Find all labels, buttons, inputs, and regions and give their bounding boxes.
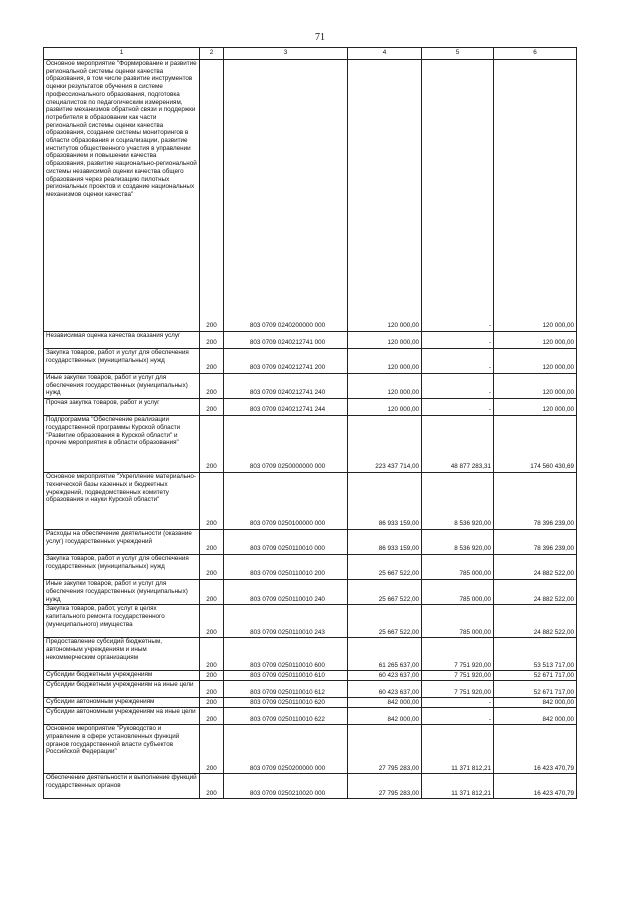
row-value-col4: 86 933 159,00 bbox=[348, 473, 422, 530]
row-value-col5: - bbox=[422, 399, 494, 416]
table-row bbox=[44, 681, 577, 698]
table-row bbox=[44, 332, 577, 349]
row-code: 200 bbox=[200, 725, 224, 774]
row-kbk: 803 0709 0240212741 000 bbox=[224, 332, 348, 349]
row-kbk: 803 0709 0250110010 620 bbox=[224, 698, 348, 708]
row-name: Независимая оценка качества оказания услуг bbox=[44, 332, 200, 349]
row-code: 200 bbox=[200, 399, 224, 416]
row-value-col4: 120 000,00 bbox=[348, 332, 422, 349]
row-value-col4: 223 437 714,00 bbox=[348, 416, 422, 473]
row-value-col6: 120 000,00 bbox=[494, 60, 577, 332]
row-value-col6: 24 882 522,00 bbox=[494, 605, 577, 638]
row-name: Закупка товаров, работ и услуг для обеспечения государственных (муниципальных) нужд bbox=[44, 349, 200, 374]
row-value-col5: 8 536 920,00 bbox=[422, 473, 494, 530]
row-value-col6: 24 882 522,00 bbox=[494, 580, 577, 605]
row-value-col5: 48 877 283,31 bbox=[422, 416, 494, 473]
header-col-2: 2 bbox=[200, 48, 224, 60]
row-value-col4: 842 000,00 bbox=[348, 708, 422, 725]
row-kbk: 803 0709 0240212741 240 bbox=[224, 374, 348, 399]
row-value-col5: - bbox=[422, 708, 494, 725]
row-name: Закупка товаров, работ и услуг для обеспечения государственных (муниципальных) нужд bbox=[44, 555, 200, 580]
row-name: Основное мероприятие "Формирование и развитие региональной системы оценки качества образования, в том числе развитие инструментов оценки результатов обучения в системе профессионального образования, подготовка специалистов по педагогическим измерениям, развитие механизмов обратной связи и поддержки потребителя в образовании как части региональной системы оценки качества образования, создание системы мониторингов в области образования и социализации, развитие институтов общественного участия в управлении образованием и повышении качества образования, развитие национально-региональной системы независимой оценки качества общего образования через реализацию пилотных региональных проектов и создание национальных механизмов оценки качества" bbox=[44, 60, 200, 332]
row-kbk: 803 0709 0250110010 622 bbox=[224, 708, 348, 725]
row-code: 200 bbox=[200, 681, 224, 698]
table-row bbox=[44, 708, 577, 725]
table-row bbox=[44, 416, 577, 473]
row-value-col6: 120 000,00 bbox=[494, 399, 577, 416]
row-value-col6: 16 423 470,79 bbox=[494, 774, 577, 799]
row-kbk: 803 0709 0250110010 240 bbox=[224, 580, 348, 605]
row-code: 200 bbox=[200, 708, 224, 725]
row-name: Субсидии автономным учреждениям на иные цели bbox=[44, 708, 200, 725]
table-row bbox=[44, 698, 577, 708]
row-code: 200 bbox=[200, 638, 224, 671]
header-row bbox=[44, 48, 577, 60]
header-col-5: 5 bbox=[422, 48, 494, 60]
row-value-col5: 785 000,00 bbox=[422, 555, 494, 580]
row-kbk: 803 0709 0250110010 200 bbox=[224, 555, 348, 580]
header-col-6: 6 bbox=[494, 48, 577, 60]
row-name: Закупка товаров, работ, услуг в целях капитального ремонта государственного (муниципального) имущества bbox=[44, 605, 200, 638]
row-code: 200 bbox=[200, 473, 224, 530]
table-row bbox=[44, 774, 577, 799]
row-value-col4: 27 795 283,00 bbox=[348, 725, 422, 774]
row-name: Субсидии бюджетным учреждениям на иные цели bbox=[44, 681, 200, 698]
row-value-col6: 842 000,00 bbox=[494, 708, 577, 725]
row-kbk: 803 0709 0250100000 000 bbox=[224, 473, 348, 530]
row-name: Субсидии автономным учреждениям bbox=[44, 698, 200, 708]
row-code: 200 bbox=[200, 332, 224, 349]
row-value-col5: - bbox=[422, 374, 494, 399]
row-name: Прочая закупка товаров, работ и услуг bbox=[44, 399, 200, 416]
row-value-col5: - bbox=[422, 332, 494, 349]
row-value-col6: 52 671 717,00 bbox=[494, 671, 577, 681]
row-value-col6: 53 513 717,00 bbox=[494, 638, 577, 671]
row-value-col4: 120 000,00 bbox=[348, 349, 422, 374]
row-code: 200 bbox=[200, 349, 224, 374]
row-value-col4: 842 000,00 bbox=[348, 698, 422, 708]
header-col-4: 4 bbox=[348, 48, 422, 60]
row-value-col6: 120 000,00 bbox=[494, 349, 577, 374]
row-value-col4: 25 667 522,00 bbox=[348, 555, 422, 580]
row-value-col6: 120 000,00 bbox=[494, 332, 577, 349]
row-code: 200 bbox=[200, 698, 224, 708]
row-value-col5: 8 536 920,00 bbox=[422, 530, 494, 555]
row-value-col6: 78 396 239,00 bbox=[494, 530, 577, 555]
table-row bbox=[44, 60, 577, 332]
row-kbk: 803 0709 0250110010 600 bbox=[224, 638, 348, 671]
row-code: 200 bbox=[200, 416, 224, 473]
row-value-col6: 120 000,00 bbox=[494, 374, 577, 399]
row-value-col4: 61 265 637,00 bbox=[348, 638, 422, 671]
row-code: 200 bbox=[200, 530, 224, 555]
row-kbk: 803 0709 0240200000 000 bbox=[224, 60, 348, 332]
row-name: Иные закупки товаров, работ и услуг для обеспечения государственных (муниципальных) нужд bbox=[44, 580, 200, 605]
table-row bbox=[44, 638, 577, 671]
row-value-col4: 60 423 637,00 bbox=[348, 671, 422, 681]
row-value-col5: - bbox=[422, 698, 494, 708]
row-kbk: 803 0709 0250110010 000 bbox=[224, 530, 348, 555]
row-name: Подпрограмма "Обеспечение реализации государственной программы Курской области "Развитие образования в Курской области" и прочие мероприятия в области образования" bbox=[44, 416, 200, 473]
table-row bbox=[44, 580, 577, 605]
row-kbk: 803 0709 0250210020 000 bbox=[224, 774, 348, 799]
table-body bbox=[44, 60, 577, 799]
row-kbk: 803 0709 0250000000 000 bbox=[224, 416, 348, 473]
row-value-col4: 120 000,00 bbox=[348, 374, 422, 399]
table-row bbox=[44, 349, 577, 374]
row-value-col5: 785 000,00 bbox=[422, 605, 494, 638]
row-code: 200 bbox=[200, 671, 224, 681]
row-name: Субсидии бюджетным учреждениям bbox=[44, 671, 200, 681]
row-kbk: 803 0709 0240212741 200 bbox=[224, 349, 348, 374]
row-code: 200 bbox=[200, 774, 224, 799]
row-name: Расходы на обеспечение деятельности (оказание услуг) государственных учреждений bbox=[44, 530, 200, 555]
row-code: 200 bbox=[200, 555, 224, 580]
header-col-3: 3 bbox=[224, 48, 348, 60]
row-value-col4: 86 933 159,00 bbox=[348, 530, 422, 555]
row-value-col6: 78 396 239,00 bbox=[494, 473, 577, 530]
table-row bbox=[44, 605, 577, 638]
row-kbk: 803 0709 0240212741 244 bbox=[224, 399, 348, 416]
row-name: Основное мероприятие "Укрепление материально-технической базы казенных и бюджетных учреждений, подведомственных комитету образования и науки Курской области" bbox=[44, 473, 200, 530]
table-row bbox=[44, 671, 577, 681]
row-value-col5: 7 751 920,00 bbox=[422, 681, 494, 698]
row-kbk: 803 0709 0250110010 243 bbox=[224, 605, 348, 638]
table-row bbox=[44, 530, 577, 555]
row-value-col6: 52 671 717,00 bbox=[494, 681, 577, 698]
row-value-col5: - bbox=[422, 60, 494, 332]
row-value-col6: 16 423 470,79 bbox=[494, 725, 577, 774]
table-row bbox=[44, 555, 577, 580]
table-row bbox=[44, 473, 577, 530]
page-number: 71 bbox=[315, 32, 325, 43]
row-value-col4: 120 000,00 bbox=[348, 60, 422, 332]
row-name: Предоставление субсидий бюджетным, автономным учреждениям и иным некоммерческим организациям bbox=[44, 638, 200, 671]
table-row bbox=[44, 374, 577, 399]
row-value-col5: 7 751 920,00 bbox=[422, 671, 494, 681]
row-value-col6: 842 000,00 bbox=[494, 698, 577, 708]
row-name: Иные закупки товаров, работ и услуг для обеспечения государственных (муниципальных) нужд bbox=[44, 374, 200, 399]
row-kbk: 803 0709 0250110010 612 bbox=[224, 681, 348, 698]
row-name: Обеспечение деятельности и выполнение функций государственных органов bbox=[44, 774, 200, 799]
row-value-col4: 25 667 522,00 bbox=[348, 605, 422, 638]
row-value-col5: 11 371 812,21 bbox=[422, 774, 494, 799]
row-name: Основное мероприятие "Руководство и управление в сфере установленных функций органов государственной власти субъектов Российской Федерации" bbox=[44, 725, 200, 774]
row-kbk: 803 0709 0250200000 000 bbox=[224, 725, 348, 774]
row-value-col6: 24 882 522,00 bbox=[494, 555, 577, 580]
row-value-col4: 27 795 283,00 bbox=[348, 774, 422, 799]
row-value-col5: - bbox=[422, 349, 494, 374]
header-col-1: 1 bbox=[44, 48, 200, 60]
table-row bbox=[44, 399, 577, 416]
table-row bbox=[44, 725, 577, 774]
row-value-col4: 120 000,00 bbox=[348, 399, 422, 416]
row-code: 200 bbox=[200, 605, 224, 638]
row-value-col4: 25 667 522,00 bbox=[348, 580, 422, 605]
budget-table bbox=[43, 47, 577, 799]
row-code: 200 bbox=[200, 60, 224, 332]
row-code: 200 bbox=[200, 374, 224, 399]
row-value-col5: 785 000,00 bbox=[422, 580, 494, 605]
row-value-col6: 174 560 430,69 bbox=[494, 416, 577, 473]
row-value-col5: 11 371 812,21 bbox=[422, 725, 494, 774]
row-value-col5: 7 751 920,00 bbox=[422, 638, 494, 671]
row-kbk: 803 0709 0250110010 610 bbox=[224, 671, 348, 681]
row-code: 200 bbox=[200, 580, 224, 605]
row-value-col4: 60 423 637,00 bbox=[348, 681, 422, 698]
